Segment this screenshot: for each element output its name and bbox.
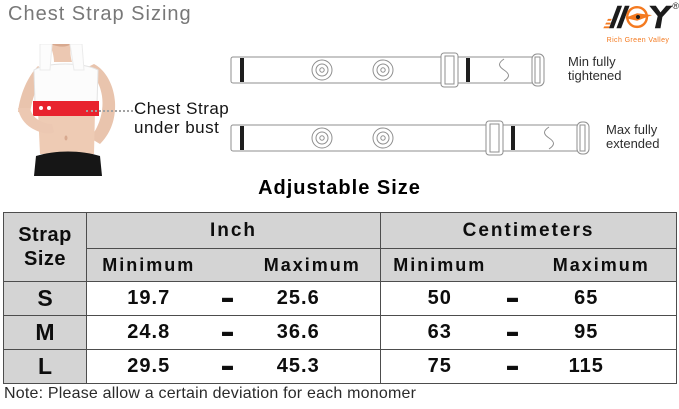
centimeters-group-header: Centimeters <box>381 213 677 249</box>
inch-max-cell: 25.6 <box>245 282 381 316</box>
corner-line-1: Strap <box>18 224 72 246</box>
minmax-header-row <box>4 249 677 282</box>
inch-dash-header-spacer <box>211 249 245 282</box>
range-dash: – <box>211 350 245 384</box>
corner-line-2: Size <box>23 248 67 270</box>
brand-tagline: Rich Green Valley <box>606 37 670 44</box>
deviation-note: Note: Please allow a certain deviation for each monomer <box>4 385 417 402</box>
annotation-line-1: Chest Strap <box>134 99 230 118</box>
cm-max-header: Maximum <box>527 249 677 282</box>
inch-max-cell: 36.6 <box>245 316 381 350</box>
size-cell: M <box>4 316 87 350</box>
table-row-s <box>4 282 677 316</box>
range-dash: – <box>499 316 527 350</box>
annotation-line-2: under bust <box>134 118 220 137</box>
inch-min-cell: 24.8 <box>87 316 211 350</box>
rgy-logo-icon <box>602 2 674 32</box>
min-label-line-2: tightened <box>568 68 622 83</box>
unit-header-row <box>4 213 677 249</box>
chest-strap-annotation <box>134 99 229 137</box>
cm-min-cell: 75 <box>381 350 499 384</box>
max-extended-label <box>606 123 660 151</box>
inch-group-header: Inch <box>87 213 381 249</box>
inch-max-cell: 45.3 <box>245 350 381 384</box>
max-label-line-1: Max fully <box>606 122 658 137</box>
corner-header-strap-size <box>4 213 87 282</box>
strap-diagram-max <box>230 120 597 156</box>
cm-min-cell: 63 <box>381 316 499 350</box>
cm-dash-header-spacer <box>499 249 527 282</box>
size-cell: L <box>4 350 87 384</box>
range-dash: – <box>499 282 527 316</box>
range-dash: – <box>499 350 527 384</box>
inch-max-header: Maximum <box>245 249 381 282</box>
table-row-l <box>4 350 677 384</box>
cm-max-cell: 65 <box>527 282 677 316</box>
size-table <box>3 212 677 384</box>
size-cell: S <box>4 282 87 316</box>
min-label-line-1: Min fully <box>568 54 616 69</box>
table-row-m <box>4 316 677 350</box>
brand-logo <box>599 2 677 44</box>
cm-min-cell: 50 <box>381 282 499 316</box>
cm-min-header: Minimum <box>381 249 499 282</box>
table-title: Adjustable Size <box>258 177 421 199</box>
max-label-line-2: extended <box>606 136 660 151</box>
cm-max-cell: 95 <box>527 316 677 350</box>
registered-mark: ® <box>672 1 679 11</box>
inch-min-header: Minimum <box>87 249 211 282</box>
page-title: Chest Strap Sizing <box>8 3 192 25</box>
inch-min-cell: 29.5 <box>87 350 211 384</box>
leader-line <box>86 110 133 112</box>
min-tightened-label <box>568 55 622 83</box>
range-dash: – <box>211 282 245 316</box>
cm-max-cell: 115 <box>527 350 677 384</box>
strap-diagram-min <box>230 52 552 88</box>
inch-min-cell: 19.7 <box>87 282 211 316</box>
range-dash: – <box>211 316 245 350</box>
